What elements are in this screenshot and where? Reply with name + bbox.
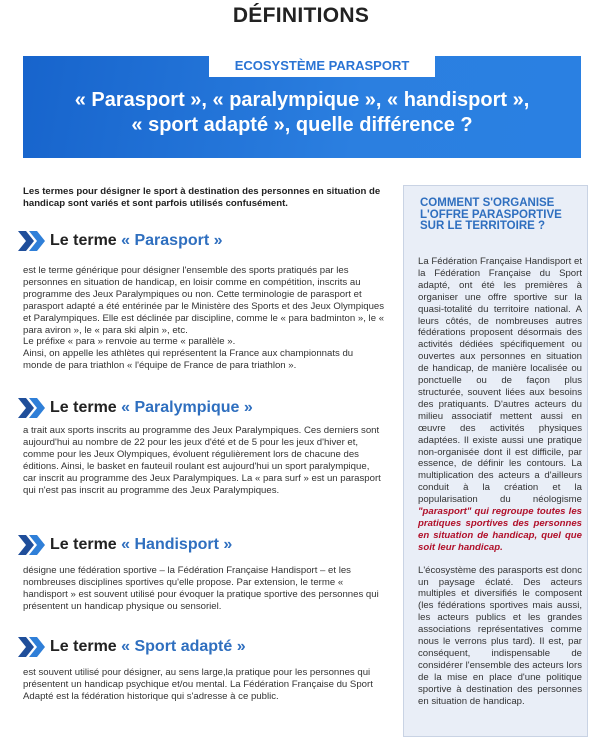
section-prefix: Le terme bbox=[50, 536, 122, 553]
sidebar-box bbox=[403, 185, 588, 737]
paragraph: est souvent utilisé pour désigner, au sens large,la pratique pour les personnes qui présentent un handicap psychique et/ou mental. La Fédération Française du Sport Adapté est la fédération historique qui s'adresse à ce public. bbox=[23, 667, 373, 702]
section-term: « Paralympique » bbox=[121, 399, 253, 416]
section-heading-paralympique bbox=[18, 396, 318, 420]
section-body-sport-adapte bbox=[23, 667, 385, 703]
double-chevron-icon bbox=[18, 635, 48, 659]
paragraph: désigne une fédération sportive – la Fédération Française Handisport – et les nombreuses disciplines sportives qu'elle propose. Par extension, le terme « handisport » est souvent utilisé pour évoquer la pratique sportive des personnes qui présentent un handicap physique ou sensoriel. bbox=[23, 565, 379, 612]
section-body-parasport bbox=[23, 265, 385, 372]
banner-heading bbox=[23, 88, 581, 138]
sidebar-paragraph-1 bbox=[418, 256, 582, 554]
sidebar-paragraph-1-text: La Fédération Française Handisport et la Fédération Française du Sport adapté, ont été les premières à organiser une offre sportive sur la quasi-totalité du territoire national. A leurs côtés, de nombreuses autres fédérations proposent désormais des activités dédiées spécifiquement ou ouvertes aux personnes en situation de handicap, de manière localisée ou ponctuelle ou de façon plus structurée, souvent liées aux besoins des pratiquants. D'autres acteurs du milieu associatif mettent aussi en œuvre des activités physiques adaptées. Il existe aussi une pratique non-organisée dont il est difficile, par essence, de définir les contours. La multiplication des acteurs a d'ailleurs conduit à la création et la popularisation du néologisme bbox=[418, 256, 582, 506]
paragraph: est le terme générique pour désigner l'ensemble des sports pratiqués par les personnes en situation de handicap, en loisir comme en compétition, inscrits au programme des Jeux Paralympiques ou non. Cette terminologie de parasport et parasport adapté a été entérinée par le Ministère des Sports et des Jeux Olympiques et Paralympiques. Elle est déclinée par discipline, comme le « para badminton », le « para aviron », le « para ski alpin », etc. bbox=[23, 265, 385, 336]
section-prefix: Le terme bbox=[50, 232, 122, 249]
double-chevron-icon bbox=[18, 533, 48, 557]
header-banner bbox=[23, 56, 581, 158]
sidebar-body bbox=[418, 256, 582, 719]
banner-heading-line1: « Parasport », « paralympique », « handisport », bbox=[74, 89, 530, 111]
section-heading-handisport bbox=[18, 533, 318, 557]
paragraph: a trait aux sports inscrits au programme des Jeux Paralympiques. Ces derniers sont aujourd'hui au nombre de 22 pour les jeux d'été et de 5 pour les jeux d'hiver et, comme pour les Jeux Olympiques, évoluent régulièrement lors de chacune des éditions. Ainsi, le basket en fauteuil roulant est aujourd'hui un sport paralympique, car inscrit au programme des Jeux Paralympiques. La « para surf » est un parasport qui n'est pas inscrit au programme des Jeux Paralympiques. bbox=[23, 425, 381, 496]
sidebar-paragraph-2: L'écosystème des parasports est donc un paysage éclaté. Des acteurs multiples et diversifiés le composent (les fédérations sportives mais aussi, les acteurs publics et les grandes associations représentatives comme nous le verrons plus tard). Il est, par conséquent, indispensable de considérer l'ensemble des acteurs lors de la mise en place d'une politique sportive à destination des personnes en situation de handicap. bbox=[418, 564, 582, 707]
paragraph: Ainsi, on appelle les athlètes qui représentent la France aux championnats du monde de para triathlon « l'équipe de France de para triathlon ». bbox=[23, 348, 354, 372]
section-body-paralympique bbox=[23, 425, 385, 496]
sidebar-highlight: "parasport" qui regroupe toutes les pratiques sportives des personnes en situation de handicap, quel que soit leur handicap. bbox=[418, 506, 582, 553]
banner-tag: ECOSYSTÈME PARASPORT bbox=[209, 55, 435, 77]
section-term: « Parasport » bbox=[121, 232, 223, 249]
section-prefix: Le terme bbox=[50, 399, 122, 416]
section-term: « Sport adapté » bbox=[121, 638, 246, 655]
intro-text: Les termes pour désigner le sport à destination des personnes en situation de handicap sont variés et sont parfois utilisés confusément. bbox=[23, 186, 381, 209]
section-body-handisport bbox=[23, 565, 385, 613]
section-heading-sport-adapte bbox=[18, 635, 318, 659]
section-prefix: Le terme bbox=[50, 638, 122, 655]
double-chevron-icon bbox=[18, 396, 48, 420]
section-term: « Handisport » bbox=[121, 536, 233, 553]
paragraph: Le préfixe « para » renvoie au terme « parallèle ». bbox=[23, 336, 236, 348]
page-title: DÉFINITIONS bbox=[232, 4, 370, 27]
section-heading-parasport bbox=[18, 229, 318, 253]
double-chevron-icon bbox=[18, 229, 48, 253]
banner-heading-line2: « sport adapté », quelle différence ? bbox=[131, 114, 473, 136]
sidebar-title: COMMENT S'ORGANISE L'OFFRE PARASPORTIVE SUR LE TERRITOIRE ? bbox=[420, 197, 562, 232]
